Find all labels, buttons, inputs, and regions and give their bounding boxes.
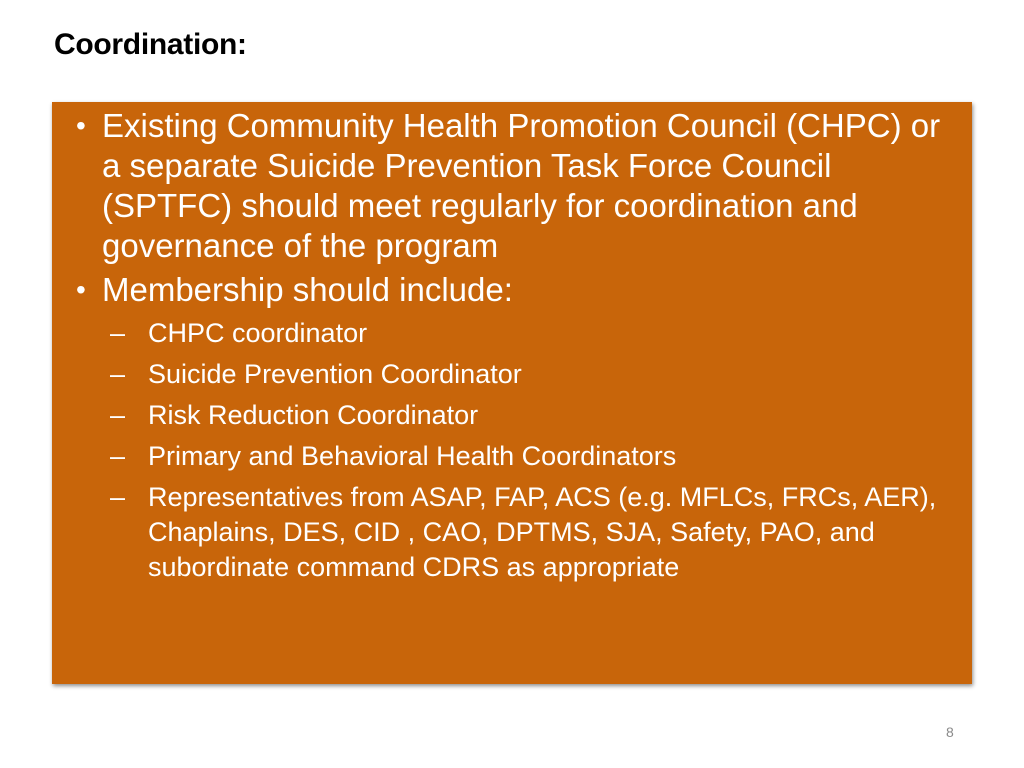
membership-sublist [110, 316, 952, 585]
subitem-text: CHPC coordinator [148, 318, 368, 348]
bullet-marker: • [76, 274, 86, 305]
subitem-risk-reduction-coordinator [110, 398, 952, 433]
dash-marker: – [110, 359, 126, 389]
bullet-marker: • [76, 110, 86, 141]
subitem-suicide-prevention-coordinator [110, 357, 952, 392]
slide-title: Coordination: [54, 28, 247, 61]
subitem-text: Primary and Behavioral Health Coordinators [148, 441, 677, 471]
bullet-item-existing-council [76, 106, 952, 266]
dash-marker: – [110, 400, 126, 430]
page-number: 8 [946, 724, 954, 740]
bullet-item-membership [76, 270, 952, 585]
dash-marker: – [110, 318, 126, 348]
subitem-chpc-coordinator [110, 316, 952, 351]
dash-marker: – [110, 441, 126, 471]
subitem-health-coordinators [110, 439, 952, 474]
bullet-text: Membership should include: [102, 271, 513, 308]
subitem-text: Representatives from ASAP, FAP, ACS (e.g. MFLCs, FRCs, AER), Chaplains, DES, CID , CAO, DPTMS, SJA, Safety, PAO, and subordinate command CDRS as appropriate [148, 482, 937, 582]
content-box [52, 102, 972, 684]
bullet-text: Existing Community Health Promotion Council (CHPC) or a separate Suicide Prevention Task Force Council (SPTFC) should meet regularly for coordination and governance of the program [102, 107, 941, 264]
subitem-text: Risk Reduction Coordinator [148, 400, 479, 430]
subitem-representatives [110, 480, 952, 585]
subitem-text: Suicide Prevention Coordinator [148, 359, 522, 389]
dash-marker: – [110, 482, 126, 512]
bullet-list [76, 106, 952, 585]
